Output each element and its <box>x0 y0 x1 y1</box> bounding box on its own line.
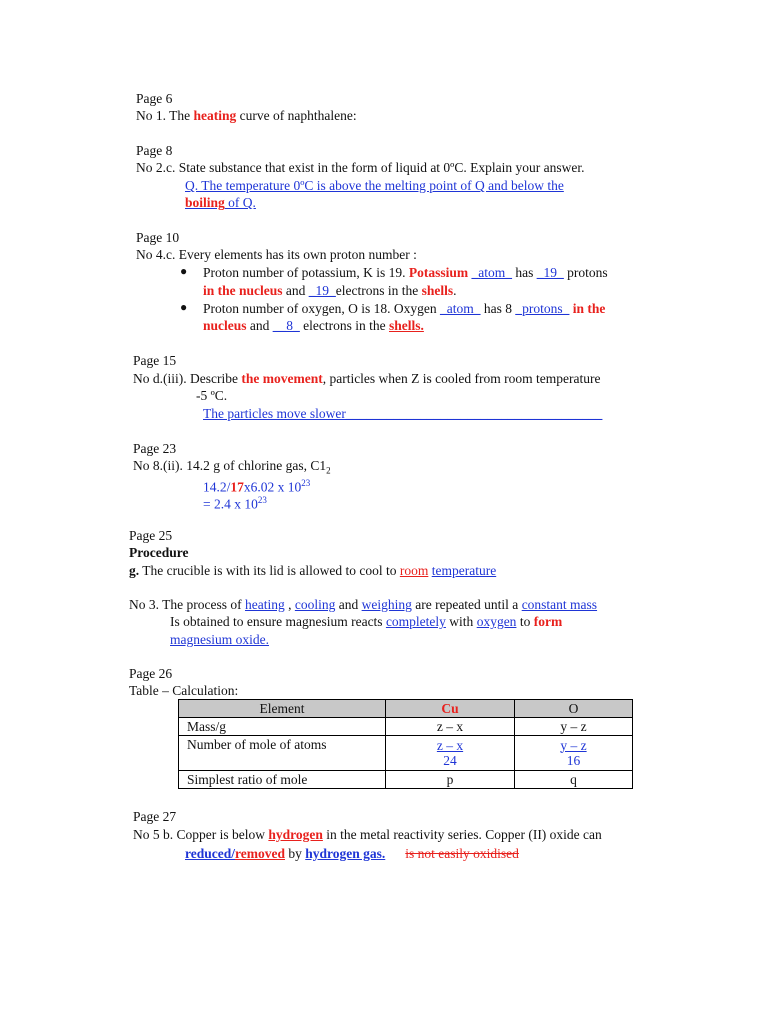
calc-line2 <box>203 492 267 513</box>
page-25-label: Page 25 <box>129 528 173 543</box>
fraction <box>437 738 463 768</box>
text: and <box>246 318 273 333</box>
answer-19-electrons: _19_ <box>308 283 336 298</box>
keyword-room: room <box>399 563 429 578</box>
keyword-constant-mass: constant mass <box>521 597 598 612</box>
keyword-cooling: cooling <box>294 597 336 612</box>
answer-atom: _atom_ <box>471 265 513 280</box>
keyword-temperature: temperature <box>431 563 497 578</box>
question-3-line1 <box>129 596 597 613</box>
page-8-label: Page 8 <box>136 143 173 158</box>
keyword-boiling: boiling <box>185 195 225 210</box>
keyword-hydrogen: hydrogen <box>268 827 323 842</box>
step-g: g. <box>129 563 140 578</box>
keyword-shells: shells <box>421 283 454 298</box>
keyword-reduced: reduced/ <box>185 846 235 861</box>
cell-cu: p <box>386 771 515 789</box>
table-title: Table – Calculation: <box>129 683 239 698</box>
answer-2c-line1: Q. The temperature 0ºC is above the melting point of Q and below the <box>185 178 564 193</box>
text: and <box>282 283 309 298</box>
text: of Q. <box>224 195 256 210</box>
text: electrons in the <box>299 318 389 333</box>
page-23-label: Page 23 <box>133 441 177 456</box>
text: are repeated until a <box>411 597 522 612</box>
text: No 1. The <box>136 108 194 123</box>
table-header-row <box>179 700 633 718</box>
page-6-label: Page 6 <box>136 91 173 106</box>
keyword-weighing: weighing <box>361 597 412 612</box>
text: by <box>285 846 306 861</box>
page-27-label: Page 27 <box>133 809 177 824</box>
keyword-movement: the movement <box>241 371 323 386</box>
answer-d-iii: The particles move slower______________________________________ <box>203 406 603 421</box>
answer-protons: _protons_ <box>515 301 570 316</box>
text: No 8.(ii). 14.2 g of chlorine gas, C1 <box>133 458 327 473</box>
keyword-form: form <box>533 614 563 629</box>
table-row <box>179 736 633 771</box>
text: electrons in the <box>335 283 422 298</box>
bullet-potassium-line2 <box>203 282 457 299</box>
text: , <box>284 597 295 612</box>
bullet-oxygen-line1 <box>203 300 605 317</box>
keyword-shells: shells. <box>389 318 424 333</box>
question-5b-line2 <box>185 845 519 862</box>
fraction <box>560 738 586 768</box>
keyword-heating: heating <box>244 597 285 612</box>
question-3-line2 <box>170 613 562 630</box>
keyword-completely: completely <box>385 614 446 629</box>
keyword-nucleus: nucleus <box>203 318 247 333</box>
text: = 2.4 x 10 <box>203 496 258 512</box>
bullet-potassium-line1 <box>203 264 608 281</box>
page-15-label: Page 15 <box>133 353 177 368</box>
text: No 5 b. Copper is below <box>133 827 269 842</box>
cell-cu <box>386 736 515 771</box>
text: Is obtained to ensure magnesium reacts <box>170 614 386 629</box>
text: with <box>445 614 477 629</box>
cell-o: q <box>515 771 633 789</box>
header-element: Element <box>179 700 386 718</box>
answer-8: __8_ <box>272 318 300 333</box>
numerator: z – x <box>436 737 464 753</box>
text: No 3. The process of <box>129 597 245 612</box>
procedure-heading: Procedure <box>129 545 189 560</box>
question-d-iii-temp: -5 ºC. <box>196 388 228 403</box>
text: in the metal reactivity series. Copper (II) oxide can <box>322 827 602 842</box>
keyword-hydrogen-gas: hydrogen gas. <box>305 846 386 861</box>
numerator: y – z <box>560 737 587 753</box>
keyword-removed: removed <box>235 846 285 861</box>
question-1 <box>136 107 357 124</box>
keyword-oxygen: oxygen <box>476 614 517 629</box>
answer-19: _19_ <box>536 265 564 280</box>
cell-cu: z – x <box>386 718 515 736</box>
subscript: 2 <box>326 465 331 476</box>
question-d-iii <box>133 370 600 387</box>
keyword-in-the: in the <box>569 301 606 316</box>
text: protons <box>563 265 608 280</box>
row-label: Mass/g <box>179 718 386 736</box>
calculation-table <box>178 699 633 789</box>
table-row <box>179 718 633 736</box>
text: Proton number of potassium, K is 19. <box>203 265 409 280</box>
table-row <box>179 771 633 789</box>
text: has 8 <box>480 301 516 316</box>
keyword-nucleus: in the nucleus <box>203 283 283 298</box>
superscript: 23 <box>301 478 311 488</box>
question-3-line3: magnesium oxide. <box>170 632 269 647</box>
text: . <box>453 283 457 298</box>
text: x6.02 x 10 <box>243 479 302 495</box>
row-label: Number of mole of atoms <box>179 736 386 771</box>
text: Proton number of oxygen, O is 18. Oxygen <box>203 301 440 316</box>
answer-2c-line2 <box>185 194 256 211</box>
struck-text: is not easily oxidised <box>405 846 519 861</box>
header-cu: Cu <box>386 700 515 718</box>
cell-o <box>515 736 633 771</box>
text: No d.(iii). Describe <box>133 371 242 386</box>
text: curve of naphthalene: <box>236 108 357 123</box>
text: and <box>335 597 362 612</box>
bullet-icon: ● <box>180 264 188 278</box>
question-2c: No 2.c. State substance that exist in the form of liquid at 0ºC. Explain your answer. <box>136 160 585 175</box>
denominator: 24 <box>443 752 457 768</box>
text: , particles when Z is cooled from room temperature <box>322 371 601 386</box>
keyword-heating: heating <box>193 108 237 123</box>
text: The crucible is with its lid is allowed to cool to <box>139 563 400 578</box>
bullet-icon: ● <box>180 300 188 314</box>
text: to <box>516 614 534 629</box>
bullet-oxygen-line2 <box>203 317 424 334</box>
keyword-potassium: Potassium <box>408 265 469 280</box>
keyword-17: 17 <box>230 479 244 495</box>
text: has <box>512 265 537 280</box>
question-4c: No 4.c. Every elements has its own proton number : <box>136 247 417 262</box>
denominator: 16 <box>566 752 581 768</box>
superscript: 23 <box>257 495 267 505</box>
text: 14.2/ <box>203 479 231 495</box>
answer-atom: _atom_ <box>439 301 481 316</box>
header-o: O <box>515 700 633 718</box>
page-26-label: Page 26 <box>129 666 173 681</box>
page-10-label: Page 10 <box>136 230 180 245</box>
procedure-g <box>129 562 496 579</box>
cell-o: y – z <box>515 718 633 736</box>
question-5b-line1 <box>133 826 602 843</box>
row-label: Simplest ratio of mole <box>179 771 386 789</box>
